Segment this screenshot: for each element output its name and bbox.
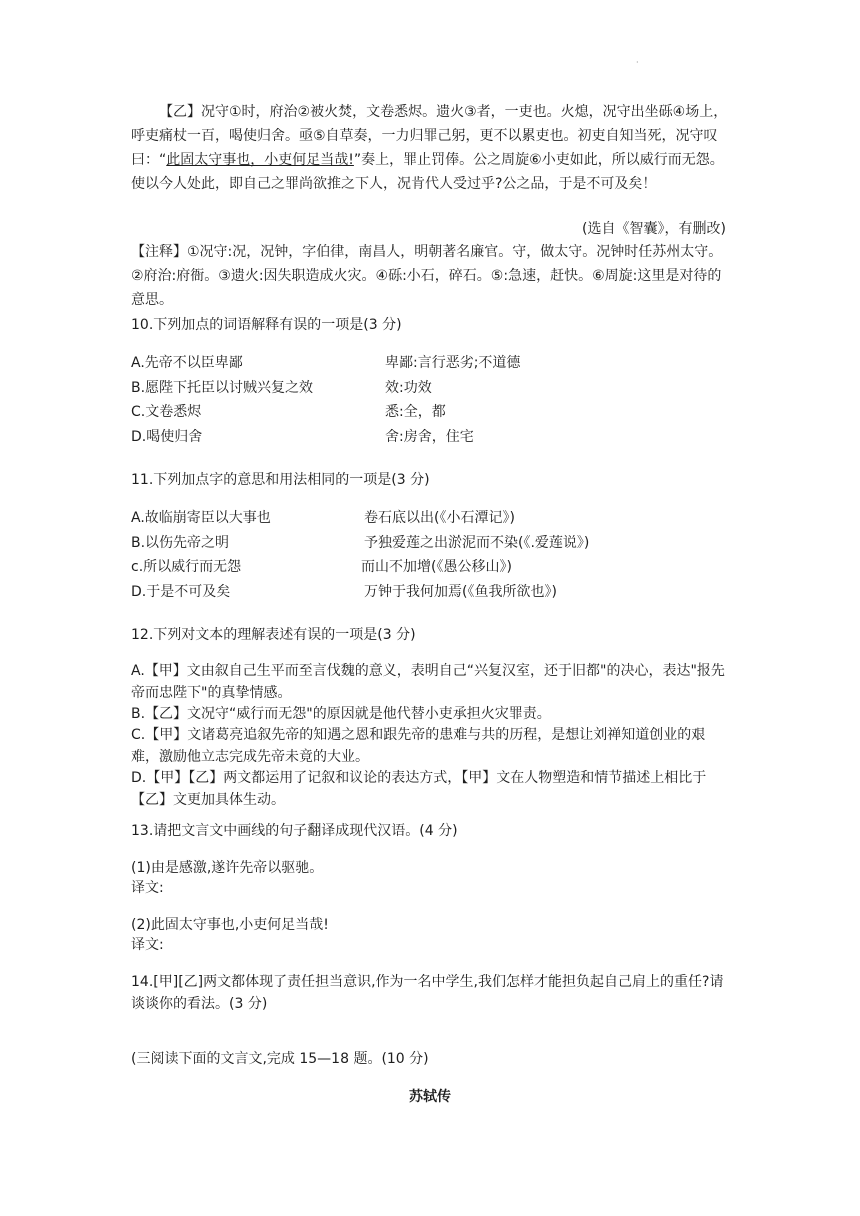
- q11-option-c-left: c.所以威行而无怨: [131, 559, 242, 575]
- q11-option-a-right: 卷石底以出(《小石潭记》): [364, 510, 515, 526]
- q14: 14.[甲][乙]两文都体现了责任担当意识,作为一名中学生,我们怎样才能担负起自己肩上的重任?请谈谈你的看法。(3 分): [131, 974, 724, 1012]
- q12-stem: 12.下列对文本的理解表述有误的一项是(3 分): [131, 627, 416, 643]
- passage-b: [131, 100, 733, 196]
- q13-sentence-2: (2)此固太守事也,小吏何足当哉!: [131, 917, 329, 933]
- q10-option-d-left: D.喝使归舍: [131, 429, 203, 445]
- q11-option-c-right: 而山不加增(《愚公移山》): [361, 559, 512, 575]
- q10-stem: 10.下列加点的词语解释有误的一项是(3 分): [131, 317, 402, 333]
- q12-option-c: C.【甲】文诸葛亮追叙先帝的知遇之恩和跟先帝的患难与共的历程，是想让刘禅知道创业的艰难，激励他立志完成先帝未竟的大业。: [131, 727, 706, 765]
- q10-option-a-left: A.先帝不以臣卑鄙: [131, 355, 243, 371]
- q11-option-d-left: D.于是不可及矣: [131, 584, 231, 600]
- q10-option-d-right: 舍:房舍，住宅: [385, 429, 474, 445]
- q11-option-a-left: A.故临崩寄臣以大事也: [131, 510, 271, 526]
- passage-b-source: (选自《智囊》，有删改): [582, 221, 726, 237]
- q10-option-a-right: 卑鄙:言行恶劣;不道德: [385, 355, 521, 371]
- notes: 【注释】①况守:况，况钟，字伯律，南昌人，明朝著名廉官。守，做太守。况钟时任苏州太守。②府治:府衙。③遗火:因失职造成火灾。④砾:小石，碎石。⑤:急速，赶快。⑥周旋:这里是对待的意思。: [131, 244, 723, 308]
- q11-stem: 11.下列加点字的意思和用法相同的一项是(3 分): [131, 472, 430, 488]
- underlined-sentence: 此固太守事也，小吏何足当哉!: [166, 152, 354, 168]
- passage-b-part1: 【乙】况守①时，府治②被火焚，文卷悉烬。遗火③者，一吏也。火熄，况守出坐砾④场上，呼吏痛杖一百，喝使归舍。亟⑤自草奏，一力归罪己躬，更不以累吏也。初吏自知当死，况守叹曰：“: [131, 104, 728, 168]
- q13-stem: 13.请把文言文中画线的句子翻译成现代汉语。(4 分): [131, 823, 458, 839]
- q12-option-d: D.【甲】【乙】两文都运用了记叙和议论的表达方式，【甲】文在人物塑造和情节描述上相比于【乙】文更加具体生动。: [131, 770, 707, 808]
- q13-translation-label-2: 译文:: [131, 937, 164, 953]
- passage-b-part2: ”奏上，罪止罚俸。公之周旋⑥小吏如此，所以威行而无怨。使以今人处此，即自己之罪尚欲推之下人，况肯代人受过乎?公之品，于是不可及矣！: [131, 152, 724, 192]
- q12-option-b: B.【乙】文况守“威行而无怨"的原因就是他代替小吏承担火灾罪责。: [131, 706, 551, 722]
- q10-option-c-left: C.文卷悉烬: [131, 404, 202, 420]
- q12-option-a: A.【甲】文由叙自己生平而至言伐魏的意义，表明自己“兴复汉室，还于旧都"的决心，表达"报先帝而忠陛下"的真挚情感。: [131, 663, 725, 701]
- q11-option-d-right: 万钟于我何加焉(《鱼我所欲也》): [364, 584, 557, 600]
- q10-option-b-right: 效:功效: [385, 380, 432, 396]
- q11-option-b-right: 予独爱莲之出淤泥而不染(《.爱莲说》): [364, 535, 590, 551]
- q10-option-c-right: 悉:全，都: [385, 404, 446, 420]
- section-3-heading: (三阅读下面的文言文,完成 15—18 题。(10 分): [131, 1051, 429, 1067]
- page-mark: ·: [636, 58, 639, 67]
- q11-option-b-left: B.以伤先帝之明: [131, 535, 230, 551]
- passage-title: 苏轼传: [409, 1089, 451, 1105]
- q13-sentence-1: (1)由是感激,遂许先帝以驱驰。: [131, 860, 324, 876]
- q13-translation-label-1: 译文:: [131, 880, 164, 896]
- q10-option-b-left: B.愿陛下托臣以讨贼兴复之效: [131, 380, 314, 396]
